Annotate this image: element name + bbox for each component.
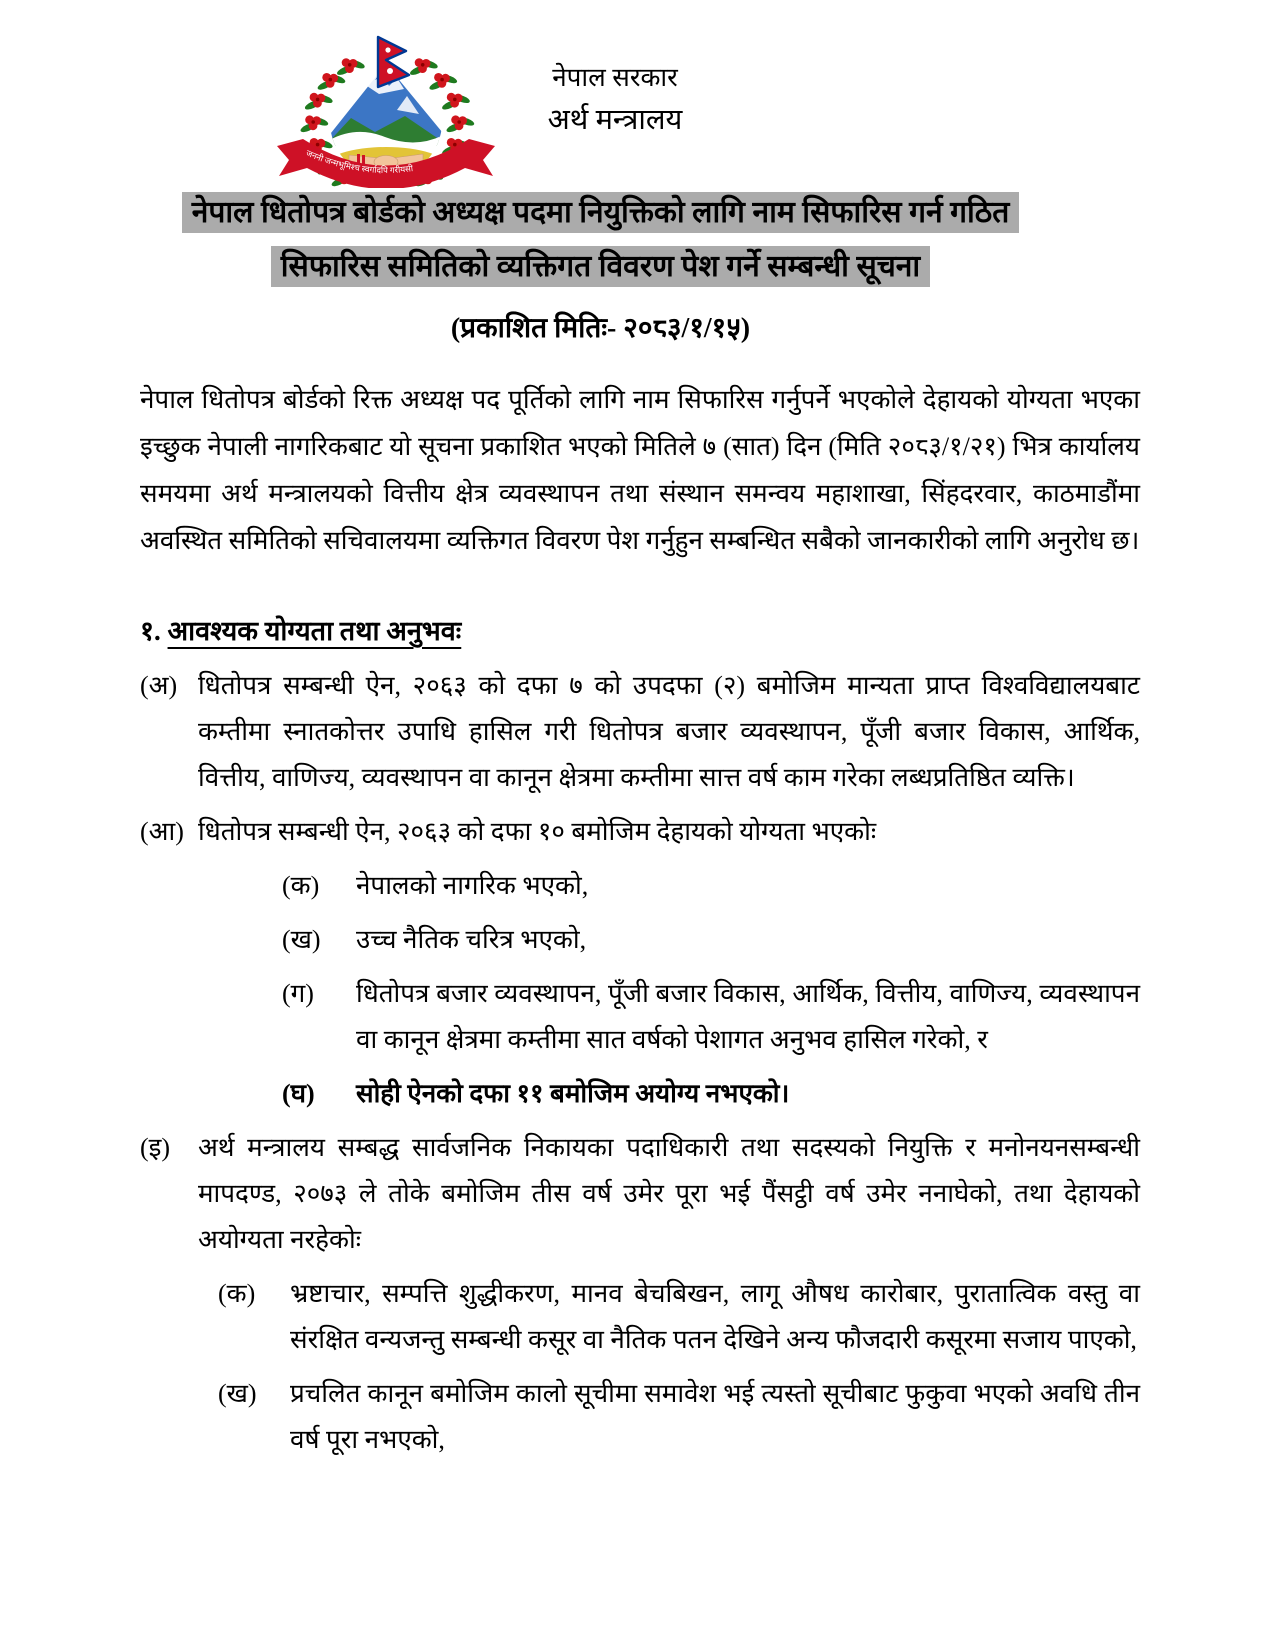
item-text: अर्थ मन्त्रालय सम्बद्ध सार्वजनिक निकायका पदाधिकारी तथा सदस्यको नियुक्ति र मनोनयनसम्बन्धी मापदण्ड, २०७३ ले तोके बमोजिम तीस वर्ष उमेर पूरा भई पैंसट्ठी वर्ष उमेर ननाघेको, तथा देहायको अयोग्यता नरहेकोः: [198, 1133, 1140, 1254]
list-subitem-i-kha: [218, 1371, 1140, 1463]
ministry-name: अर्थ मन्त्रालय: [547, 104, 683, 136]
item-label: (अ): [140, 671, 178, 700]
subitem-label: (ख): [218, 1379, 257, 1408]
subitem-text: सोही ऐनको दफा ११ बमोजिम अयोग्य नभएको।: [356, 1079, 790, 1108]
item-label: (आ): [140, 817, 184, 846]
subitem-text: भ्रष्टाचार, सम्पत्ति शुद्धीकरण, मानव बेचबिखन, लागू औषध कारोबार, पुरातात्विक वस्तु वा संरक्षित वन्यजन्तु सम्बन्धी कसूर वा नैतिक पतन देखिने अन्य फौजदारी कसूरमा सजाय पाएको,: [290, 1279, 1140, 1354]
list-item-a: [140, 663, 1140, 801]
list-subitem-aa-ka: [282, 863, 1140, 909]
section-1-number: १.: [140, 616, 161, 646]
subitem-text: प्रचलित कानून बमोजिम कालो सूचीमा समावेश भई त्यस्तो सूचीबाट फुकुवा भएको अवधि तीन वर्ष पूरा नभएको,: [290, 1379, 1140, 1454]
subitem-text: उच्च नैतिक चरित्र भएको,: [356, 925, 587, 954]
subitem-label: (घ): [282, 1079, 315, 1108]
emblem-motto-text: जननी जन्मभूमिश्च स्वर्गादपि गरीयसी: [304, 147, 414, 176]
notice-title-line2: सिफारिस समितिको व्यक्तिगत विवरण पेश गर्ने सम्बन्धी सूचना: [271, 246, 930, 287]
list-subitem-aa-ga: [282, 971, 1140, 1063]
item-text: धितोपत्र सम्बन्धी ऐन, २०६३ को दफा १० बमोजिम देहायको योग्यता भएकोः: [198, 817, 877, 846]
list-subitem-aa-kha: [282, 917, 1140, 963]
document-header: [0, 0, 1275, 188]
subitem-label: (क): [282, 871, 320, 900]
list-item-aa: [140, 809, 1140, 855]
section-1-title: आवश्यक योग्यता तथा अनुभवः: [167, 616, 462, 646]
published-date: (प्रकाशित मितिः- २०८३/१/१५): [450, 313, 751, 344]
notice-title-line1: नेपाल धितोपत्र बोर्डको अध्यक्ष पदमा नियुक्तिको लागि नाम सिफारिस गर्न गठित: [182, 192, 1020, 233]
item-text: धितोपत्र सम्बन्धी ऐन, २०६३ को दफा ७ को उपदफा (२) बमोजिम मान्यता प्राप्त विश्वविद्यालयबाट कम्तीमा स्नातकोत्तर उपाधि हासिल गरी धितोपत्र बजार व्यवस्थापन, पूँजी बजार विकास, आर्थिक, वित्तीय, वाणिज्य, व्यवस्थापन वा कानून क्षेत्रमा कम्तीमा सात्त वर्ष काम गरेका लब्धप्रतिष्ठित व्यक्ति।: [198, 671, 1140, 792]
government-name: नेपाल सरकार: [552, 63, 678, 92]
subitem-text: धितोपत्र बजार व्यवस्थापन, पूँजी बजार विकास, आर्थिक, वित्तीय, वाणिज्य, व्यवस्थापन वा कानून क्षेत्रमा कम्तीमा सात वर्षको पेशागत अनुभव हासिल गरेको, र: [356, 979, 1140, 1054]
subitem-label: (ग): [282, 979, 314, 1008]
subitem-label: (क): [218, 1279, 256, 1308]
section-1-heading: [140, 608, 1140, 655]
document-body: [0, 376, 1275, 1463]
item-label: (इ): [140, 1133, 171, 1162]
subitem-text: नेपालको नागरिक भएको,: [356, 871, 589, 900]
intro-paragraph: नेपाल धितोपत्र बोर्डको रिक्त अध्यक्ष पद पूर्तिको लागि नाम सिफारिस गर्नुपर्ने भएकोले देहायको योग्यता भएका इच्छुक नेपाली नागरिकबाट यो सूचना प्रकाशित भएको मितिले ७ (सात) दिन (मिति २०८३/१/२१) भित्र कार्यालय समयमा अर्थ मन्त्रालयको वित्तीय क्षेत्र व्यवस्थापन तथा संस्थान समन्वय महाशाखा, सिंहदरवार, काठमाडौंमा अवस्थित समितिको सचिवालयमा व्यक्तिगत विवरण पेश गर्नुहुन सम्बन्धित सबैको जानकारीको लागि अनुरोध छ।: [140, 385, 1140, 555]
list-item-i: [140, 1125, 1140, 1263]
notice-title-block: [0, 188, 1275, 346]
government-name-block: [445, 58, 785, 142]
subitem-label: (ख): [282, 925, 321, 954]
list-subitem-aa-gha: [282, 1071, 1140, 1117]
list-subitem-i-ka: [218, 1271, 1140, 1363]
